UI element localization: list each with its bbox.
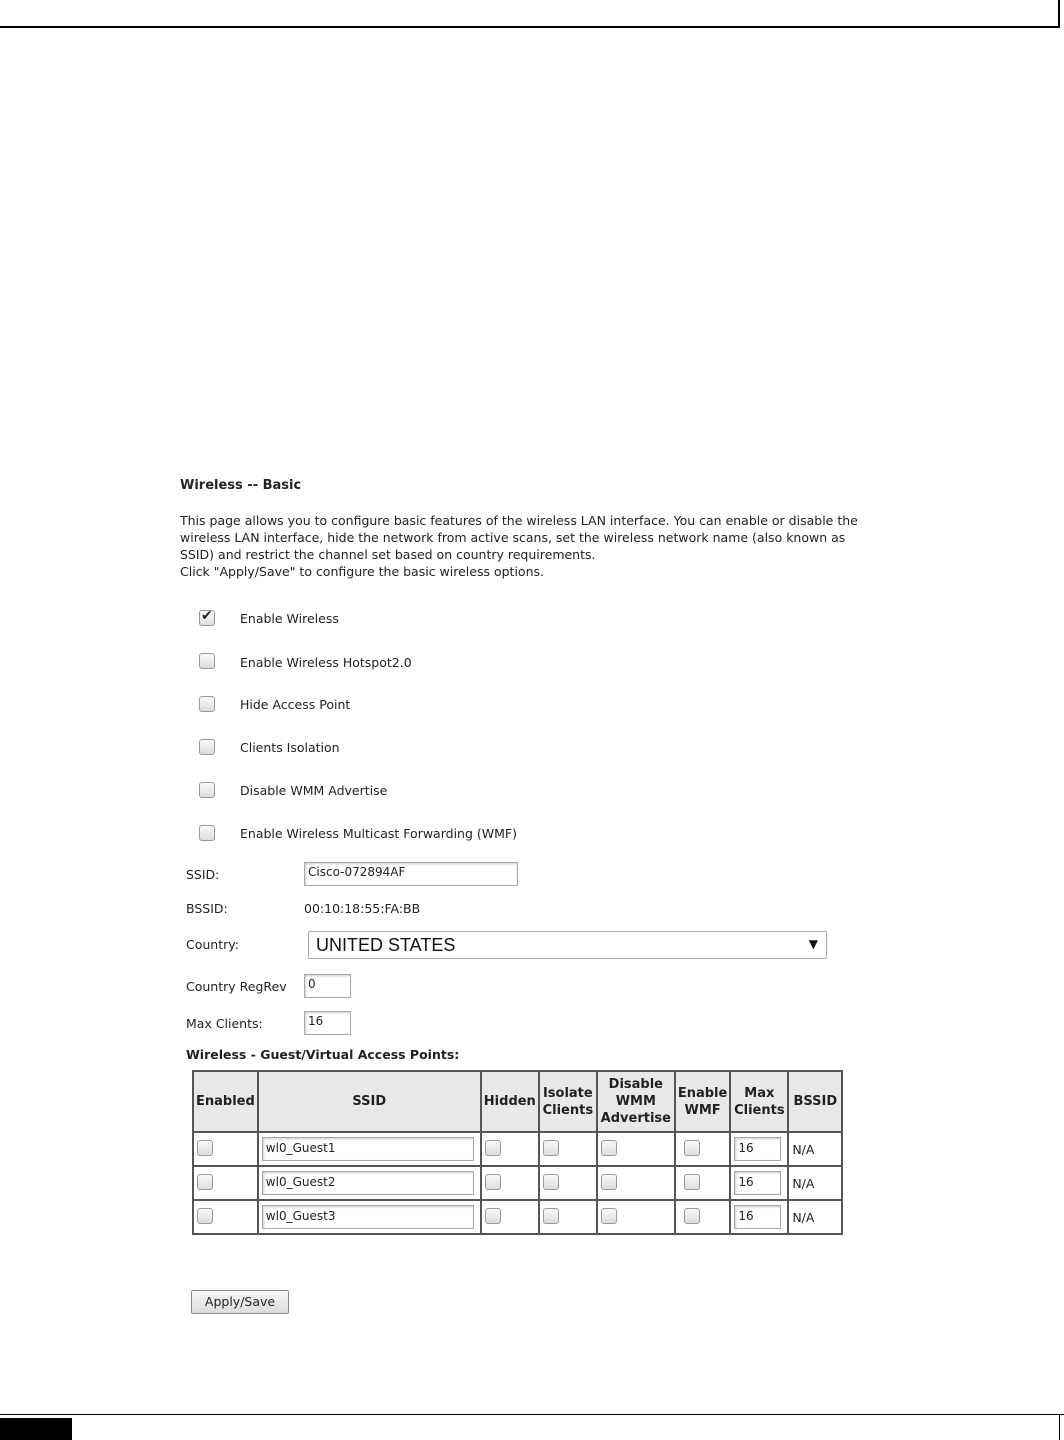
col-enable-wmf: Enable WMF xyxy=(675,1071,731,1132)
page-footer-edge xyxy=(1059,1414,1060,1440)
guest2-enabled-checkbox[interactable] xyxy=(197,1174,213,1190)
guest2-enable-wmf-checkbox[interactable] xyxy=(684,1174,700,1190)
country-select-value: UNITED STATES xyxy=(316,935,456,955)
guest1-bssid: N/A xyxy=(788,1132,842,1166)
description-line: wireless LAN interface, hide the network from active scans, set the wireless network name (also known as xyxy=(180,530,846,545)
country-label: Country: xyxy=(186,937,239,952)
guest3-disable-wmm-checkbox[interactable] xyxy=(601,1208,617,1224)
col-isolate-clients: Isolate Clients xyxy=(539,1071,597,1132)
page-number-block xyxy=(0,1418,72,1440)
enable-hotspot-label: Enable Wireless Hotspot2.0 xyxy=(240,655,412,670)
guest3-enable-wmf-checkbox[interactable] xyxy=(684,1208,700,1224)
description-line: Click "Apply/Save" to configure the basic wireless options. xyxy=(180,564,544,579)
guest1-hidden-checkbox[interactable] xyxy=(485,1140,501,1156)
guest2-bssid: N/A xyxy=(788,1166,842,1200)
col-disable-wmm: Disable WMM Advertise xyxy=(597,1071,675,1132)
apply-save-button[interactable]: Apply/Save xyxy=(191,1290,289,1314)
page-header-rule xyxy=(0,0,1060,28)
page-footer-rule xyxy=(0,1414,1064,1415)
guest1-isolate-checkbox[interactable] xyxy=(543,1140,559,1156)
guest3-bssid: N/A xyxy=(788,1200,842,1234)
clients-isolation-checkbox[interactable] xyxy=(199,739,215,755)
guest2-disable-wmm-checkbox[interactable] xyxy=(601,1174,617,1190)
guest1-max-clients-input[interactable]: 16 xyxy=(734,1137,781,1161)
page-title: Wireless -- Basic xyxy=(180,478,302,493)
dropdown-arrow-icon: ▼ xyxy=(808,937,818,951)
max-clients-input[interactable]: 16 xyxy=(304,1011,351,1035)
country-select[interactable] xyxy=(308,931,827,959)
clients-isolation-label: Clients Isolation xyxy=(240,740,340,755)
guest3-isolate-checkbox[interactable] xyxy=(543,1208,559,1224)
description-line: SSID) and restrict the channel set based on country requirements. xyxy=(180,547,596,562)
guest-ap-heading: Wireless - Guest/Virtual Access Points: xyxy=(186,1047,460,1062)
table-header-row xyxy=(193,1071,842,1132)
col-max-clients: Max Clients xyxy=(730,1071,788,1132)
hide-access-point-label: Hide Access Point xyxy=(240,697,351,712)
description-line: This page allows you to configure basic features of the wireless LAN interface. You can enable or disable the xyxy=(180,513,858,528)
col-bssid: BSSID xyxy=(788,1071,842,1132)
bssid-label: BSSID: xyxy=(186,901,228,916)
max-clients-label: Max Clients: xyxy=(186,1016,263,1031)
disable-wmm-checkbox[interactable] xyxy=(199,782,215,798)
country-regrev-input[interactable]: 0 xyxy=(304,974,351,998)
country-regrev-label: Country RegRev xyxy=(186,979,287,994)
ssid-input[interactable]: Cisco-072894AF xyxy=(304,862,518,886)
enable-wmf-label: Enable Wireless Multicast Forwarding (WMF) xyxy=(240,826,517,841)
hide-access-point-checkbox[interactable] xyxy=(199,696,215,712)
guest2-ssid-input[interactable]: wl0_Guest2 xyxy=(262,1171,474,1195)
guest2-hidden-checkbox[interactable] xyxy=(485,1174,501,1190)
table-row xyxy=(193,1166,842,1200)
table-row xyxy=(193,1200,842,1234)
table-row xyxy=(193,1132,842,1166)
guest1-ssid-input[interactable]: wl0_Guest1 xyxy=(262,1137,474,1161)
guest3-max-clients-input[interactable]: 16 xyxy=(734,1205,781,1229)
guest1-enabled-checkbox[interactable] xyxy=(197,1140,213,1156)
enable-wireless-checkbox[interactable] xyxy=(199,610,215,626)
col-enabled: Enabled xyxy=(193,1071,258,1132)
guest3-hidden-checkbox[interactable] xyxy=(485,1208,501,1224)
guest1-disable-wmm-checkbox[interactable] xyxy=(601,1140,617,1156)
ssid-label: SSID: xyxy=(186,867,220,882)
guest1-enable-wmf-checkbox[interactable] xyxy=(684,1140,700,1156)
disable-wmm-label: Disable WMM Advertise xyxy=(240,783,388,798)
guest3-ssid-input[interactable]: wl0_Guest3 xyxy=(262,1205,474,1229)
enable-wireless-label: Enable Wireless xyxy=(240,611,339,626)
col-hidden: Hidden xyxy=(481,1071,539,1132)
bssid-value: 00:10:18:55:FA:BB xyxy=(304,901,421,916)
guest-ap-table xyxy=(192,1070,843,1235)
guest2-max-clients-input[interactable]: 16 xyxy=(734,1171,781,1195)
guest3-enabled-checkbox[interactable] xyxy=(197,1208,213,1224)
page-description xyxy=(180,512,880,580)
guest2-isolate-checkbox[interactable] xyxy=(543,1174,559,1190)
enable-wmf-checkbox[interactable] xyxy=(199,825,215,841)
enable-hotspot-checkbox[interactable] xyxy=(199,653,215,669)
col-ssid: SSID xyxy=(258,1071,481,1132)
